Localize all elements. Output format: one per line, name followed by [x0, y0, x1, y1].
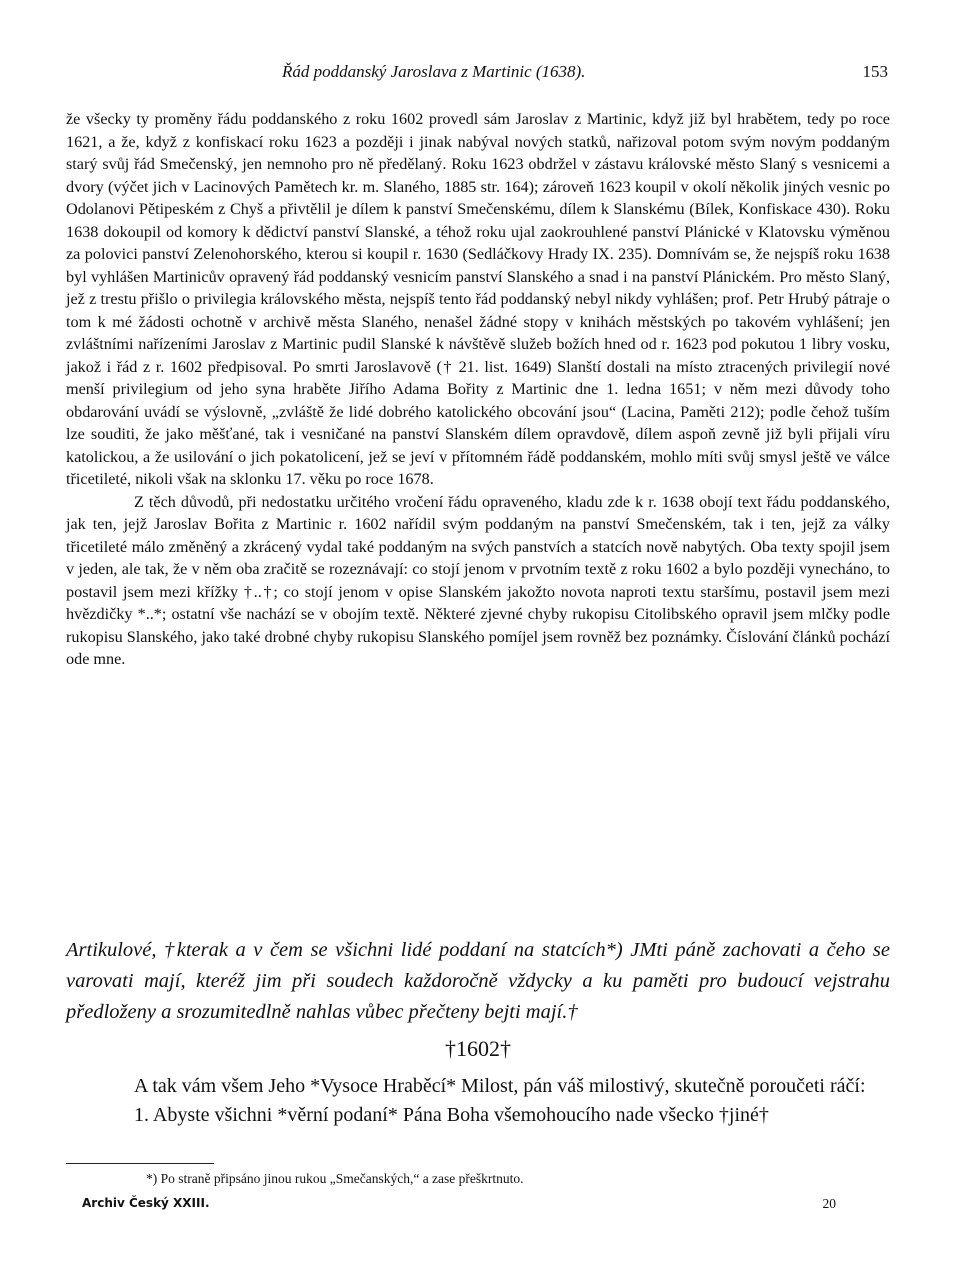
articles-intro: A tak vám všem Jeho *Vysoce Hraběcí* Milost, pán váš milostivý, skutečně poroučeti ráčí: — [134, 1075, 866, 1097]
body-text — [66, 108, 890, 671]
article-1: 1. Abyste všichni *věrní podaní* Pána Boha všemohoucího nade všecko †jiné† — [134, 1104, 769, 1126]
sheet-number: 20 — [822, 1196, 836, 1211]
running-title: Řád poddanský Jaroslava z Martinic (1638). — [282, 62, 586, 81]
page-number: 153 — [862, 62, 888, 81]
body-paragraph-1: že všecky ty proměny řádu poddanského z roku 1602 provedl sám Jaroslav z Martinic, když již byl hrabětem, tedy po roce 1621, a že, když z konfiskací roku 1623 a později i jinak nabýval nových statků, nařizoval potom svým novým poddaným starý svůj řád Smečenský, jen nemnoho pro ně předělaný. Roku 1623 obdržel v zástavu královské město Slaný s vesnicemi a dvory (výčet jich v Lacinových Pamětech kr. m. Slaného, 1885 str. 164); zároveň 1623 koupil v okolí několik jiných vesnic po Odolanovi Pětipeském z Chyš a přivtělil je dílem k panství Smečenskému, dílem k Slanskému (Bílek, Konfiskace 430). Roku 1638 dokoupil od komory k dědictví panství Slanské, a téhož roku ujal zaokrouhlené panství Plánické v Klatovsku výměnou za polovici panství Zelenohorského, kterou si koupil r. 1630 (Sedláčkovy Hrady IX. 235). Domnívám se, že nejspíš roku 1638 byl vyhlášen Martinicův opravený řád poddanský vesnicím panství Slanského a snad i na panství Plánickém. Pro město Slaný, jež z trestu přišlo o privilegia královského města, nejspíš tento řád poddanský nebyl nikdy vyhlášen; prof. Petr Hrubý pátraje o tom k mé žádosti ochotně v archivě města Slaného, nenašel žádné stopy v knihách městských po takovém vyhlášení; jen zvláštními nařízeními Jaroslav z Martinic pudil Slanské k návštěvě služeb božích hned od r. 1623 pod pokutou 1 libry vosku, jakož i řád z r. 1602 předpisoval. Po smrti Jaroslavově († 21. list. 1649) Slanští dostali na místo ztracených privilegií nové menší privilegium od jeho syna hraběte Jiřího Adama Bořity z Martinic dne 1. ledna 1651; v něm mezi důvody toho obdarování uvádí se výslovně, „zvláště že lidé dobrého katolického obcování jsou“ (Lacina, Paměti 212); podle čehož tuším lze souditi, že jako měšťané, tak i vesničané na panství Slanském dílem opravdově, dílem aspoň zevně již byli přijali víru katolickou, a že usilování o jich pokatolicení, jež se jeví v přítomném řádě poddanském, mohlo míti svůj smysl ještě ve válce třicetileté, nikoli však na sklonku 17. věku po roce 1678. — [66, 110, 890, 488]
body-paragraph-2: Z těch důvodů, při nedostatku určitého vročení řádu opraveného, kladu zde k r. 1638 obojí text řádu poddanského, jak ten, jejž Jaroslav Bořita z Martinic r. 1602 nařídil svým poddaným na panství Smečenském, tak i ten, jejž za války třicetileté málo změněný a zkrácený vydal také poddaným na svých panstvích a statcích nově nabytých. Oba texty spojil jsem v jeden, ale tak, že v něm oba zračitě se rozeznávají: co stojí jenom v prvotním textě z roku 1602 a bylo později vynecháno, to postavil jsem mezi křížky †..†; co stojí jenom v opise Slanském jakožto novota naproti textu staršímu, postavil jsem mezi hvězdičky *..*; ostatní vše nachází se v obojím textě. Některé zjevné chyby rukopisu Citolibského opravil jsem mlčky podle rukopisu Slanského, jako také drobné chyby rukopisu Slanského pomíjel jsem rovněž bez poznámky. Číslování článků pochází ode mne. — [66, 492, 890, 668]
volume-signature: Archiv Český XXIII. — [82, 1196, 210, 1210]
footnote-divider — [66, 1163, 214, 1164]
articles-text — [66, 1072, 890, 1130]
year-heading: †1602† — [445, 1036, 511, 1061]
articles-heading: Artikulové, †kterak a v čem se všichni lidé poddaní na statcích*) JMti páně zachovati a čeho se varovati mají, kteréž jim při soudech každoročně vždycky a ku paměti pro budoucí vejstrahu předloženy a srozumitedlně nahlas vůbec přečteny bejti mají.† — [66, 939, 890, 1023]
running-head — [66, 62, 890, 86]
signature-line — [66, 1196, 890, 1216]
footnote: *) Po straně připsáno jinou rukou „Smečanských,“ a zase přeškrtnuto. — [146, 1171, 524, 1186]
